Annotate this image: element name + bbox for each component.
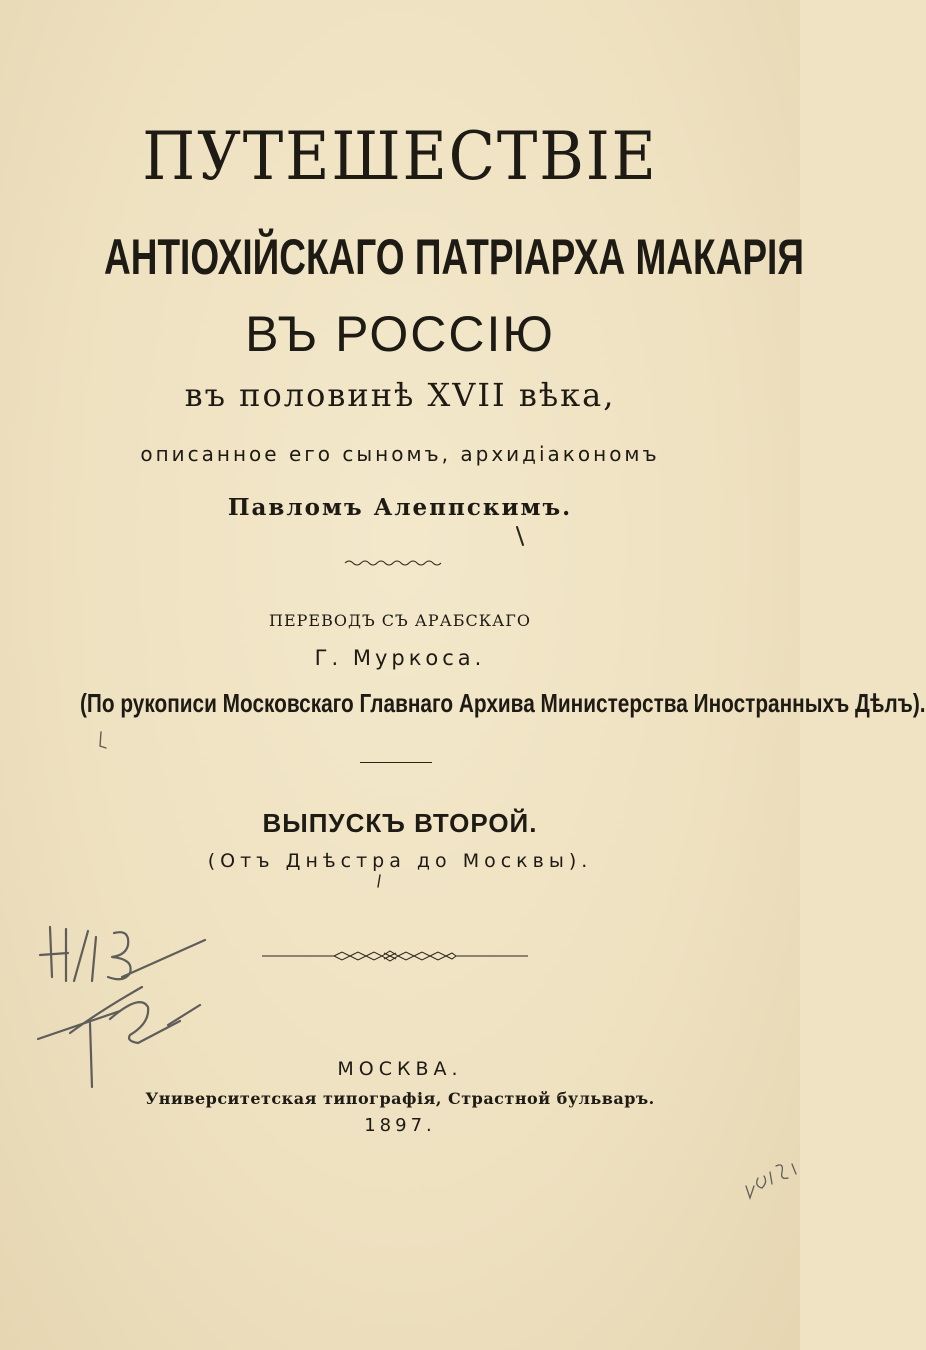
author-name: Павломъ Алеппскимъ. <box>227 494 573 521</box>
manuscript-source: (По рукописи Московскаго Главнаго Архива Министерства Иностранныхъ Дѣлъ). <box>80 688 926 718</box>
handwritten-corner-mark <box>740 1158 800 1203</box>
title-line-3: ВЪ РОССІЮ <box>245 306 555 362</box>
translation-label: ПЕРЕВОДЪ СЪ АРАБСКАГО <box>268 611 531 630</box>
handwritten-shelfmark <box>30 915 220 1090</box>
imprint-press: Университетская типографія, Страстной бульваръ. <box>145 1089 655 1108</box>
wave-ornament <box>345 558 445 568</box>
ink-stroke-mark <box>514 525 528 547</box>
issue-subtitle: (Отъ Днѣстра до Москвы). <box>207 850 593 872</box>
author-description: описанное его сыномъ, архидіакономъ <box>140 442 660 466</box>
ink-stroke-mark-small <box>374 873 384 889</box>
pencil-tick-mark <box>96 730 110 752</box>
imprint-city: МОСКВА. <box>337 1058 463 1080</box>
title-line-1: ПУТЕШЕСТВІЕ <box>142 118 658 195</box>
divider-rule <box>360 762 432 763</box>
translator-name: Г. Муркоса. <box>314 646 486 670</box>
chain-ornament <box>262 949 528 963</box>
issue-title: ВЫПУСКЪ ВТОРОЙ. <box>262 808 538 838</box>
imprint-year: 1897. <box>364 1115 436 1136</box>
title-line-4: въ половинѣ XVII вѣка, <box>184 376 616 414</box>
title-line-2: АНТІОХІЙСКАГО ПАТРІАРХА МАКАРІЯ <box>104 229 804 285</box>
